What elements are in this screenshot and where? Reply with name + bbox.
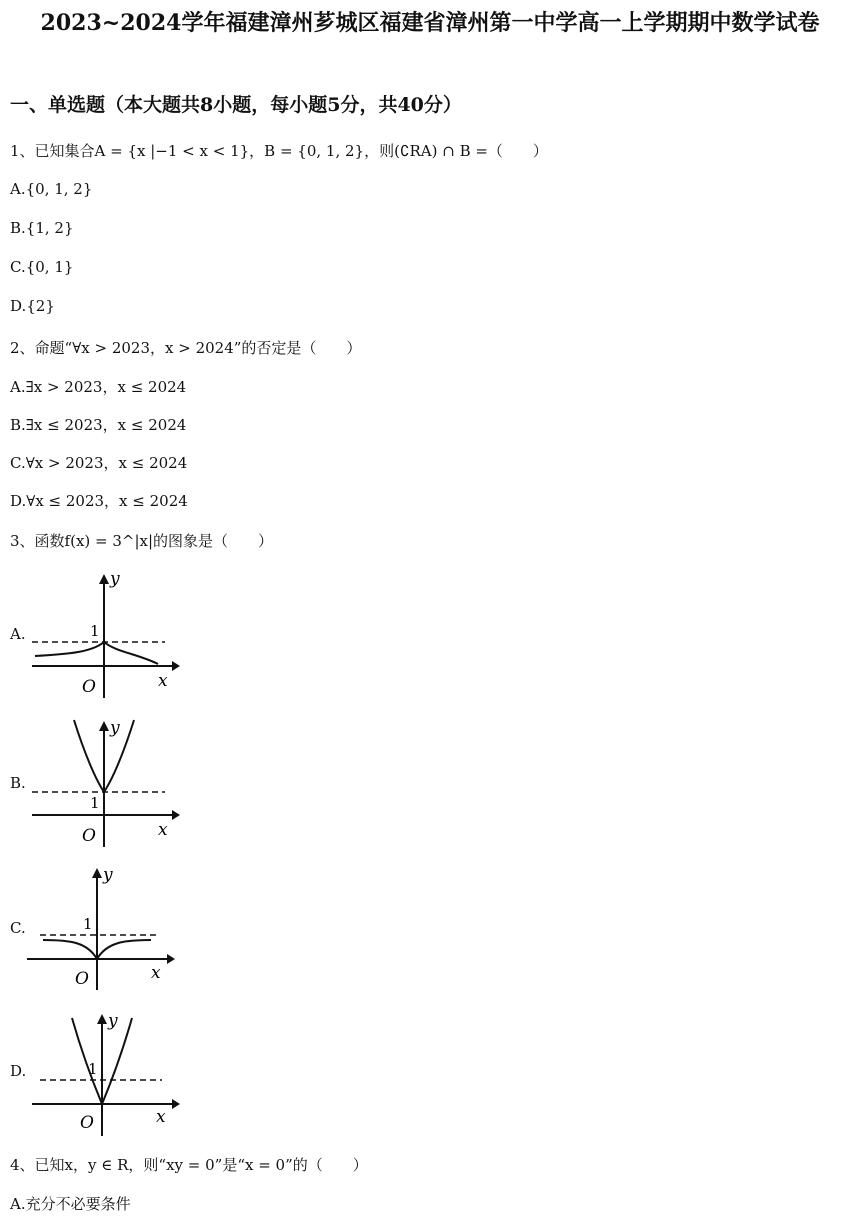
- document-title: 2023~2024学年福建漳州芗城区福建省漳州第一中学高一上学期期中数学试卷: [40, 10, 820, 36]
- question-2-option-c: C.∀x > 2023，x ≤ 2024: [10, 454, 188, 472]
- question-2-option-a: A.∃x > 2023，x ≤ 2024: [10, 378, 187, 396]
- graph-option-b: [30, 715, 180, 850]
- graph-option-a: [30, 570, 180, 700]
- svg-text:O: O: [80, 1113, 94, 1133]
- svg-text:1: 1: [83, 915, 93, 933]
- svg-text:x: x: [151, 963, 161, 983]
- question-3-stem: 3、函数f(x) = 3^|x|的图象是（ ）: [10, 532, 274, 550]
- question-4-stem: 4、已知x，y ∈ R，则“xy = 0”是“x = 0”的（ ）: [10, 1156, 368, 1174]
- question-1-option-b: B.{1, 2}: [10, 219, 74, 237]
- graph-option-c: [25, 862, 175, 992]
- question-3-option-c: C.: [10, 919, 26, 937]
- one-label: 1: [90, 622, 100, 640]
- svg-text:y: y: [108, 1011, 118, 1031]
- svg-text:O: O: [75, 969, 89, 989]
- svg-text:y: y: [103, 865, 113, 885]
- question-1-option-d: D.{2}: [10, 297, 55, 315]
- question-2-stem: 2、命题“∀x > 2023，x > 2024”的否定是（ ）: [10, 339, 362, 357]
- svg-text:O: O: [82, 826, 96, 846]
- question-3-option-b: B.: [10, 774, 26, 792]
- origin-label: O: [82, 677, 96, 697]
- y-axis-label: y: [110, 570, 120, 589]
- question-3-option-a: A.: [10, 625, 26, 643]
- question-2-option-b: B.∃x ≤ 2023，x ≤ 2024: [10, 416, 187, 434]
- svg-text:1: 1: [90, 794, 100, 812]
- x-axis-label: x: [158, 671, 168, 691]
- question-1-option-c: C.{0, 1}: [10, 258, 74, 276]
- svg-text:y: y: [110, 718, 120, 738]
- svg-text:1: 1: [88, 1060, 98, 1078]
- question-4-option-a: A.充分不必要条件: [10, 1195, 131, 1213]
- question-2-option-d: D.∀x ≤ 2023，x ≤ 2024: [10, 492, 188, 510]
- svg-text:x: x: [156, 1107, 166, 1127]
- question-1-stem: 1、已知集合A = {x |−1 < x < 1}，B = {0, 1, 2}，则(∁RA) ∩ B =（ ）: [10, 142, 548, 160]
- question-1-option-a: A.{0, 1, 2}: [10, 180, 93, 198]
- section-heading: 一、单选题（本大题共8小题，每小题5分，共40分）: [10, 94, 462, 116]
- svg-text:x: x: [158, 820, 168, 840]
- question-3-option-d: D.: [10, 1062, 27, 1080]
- graph-option-d: [30, 1008, 180, 1138]
